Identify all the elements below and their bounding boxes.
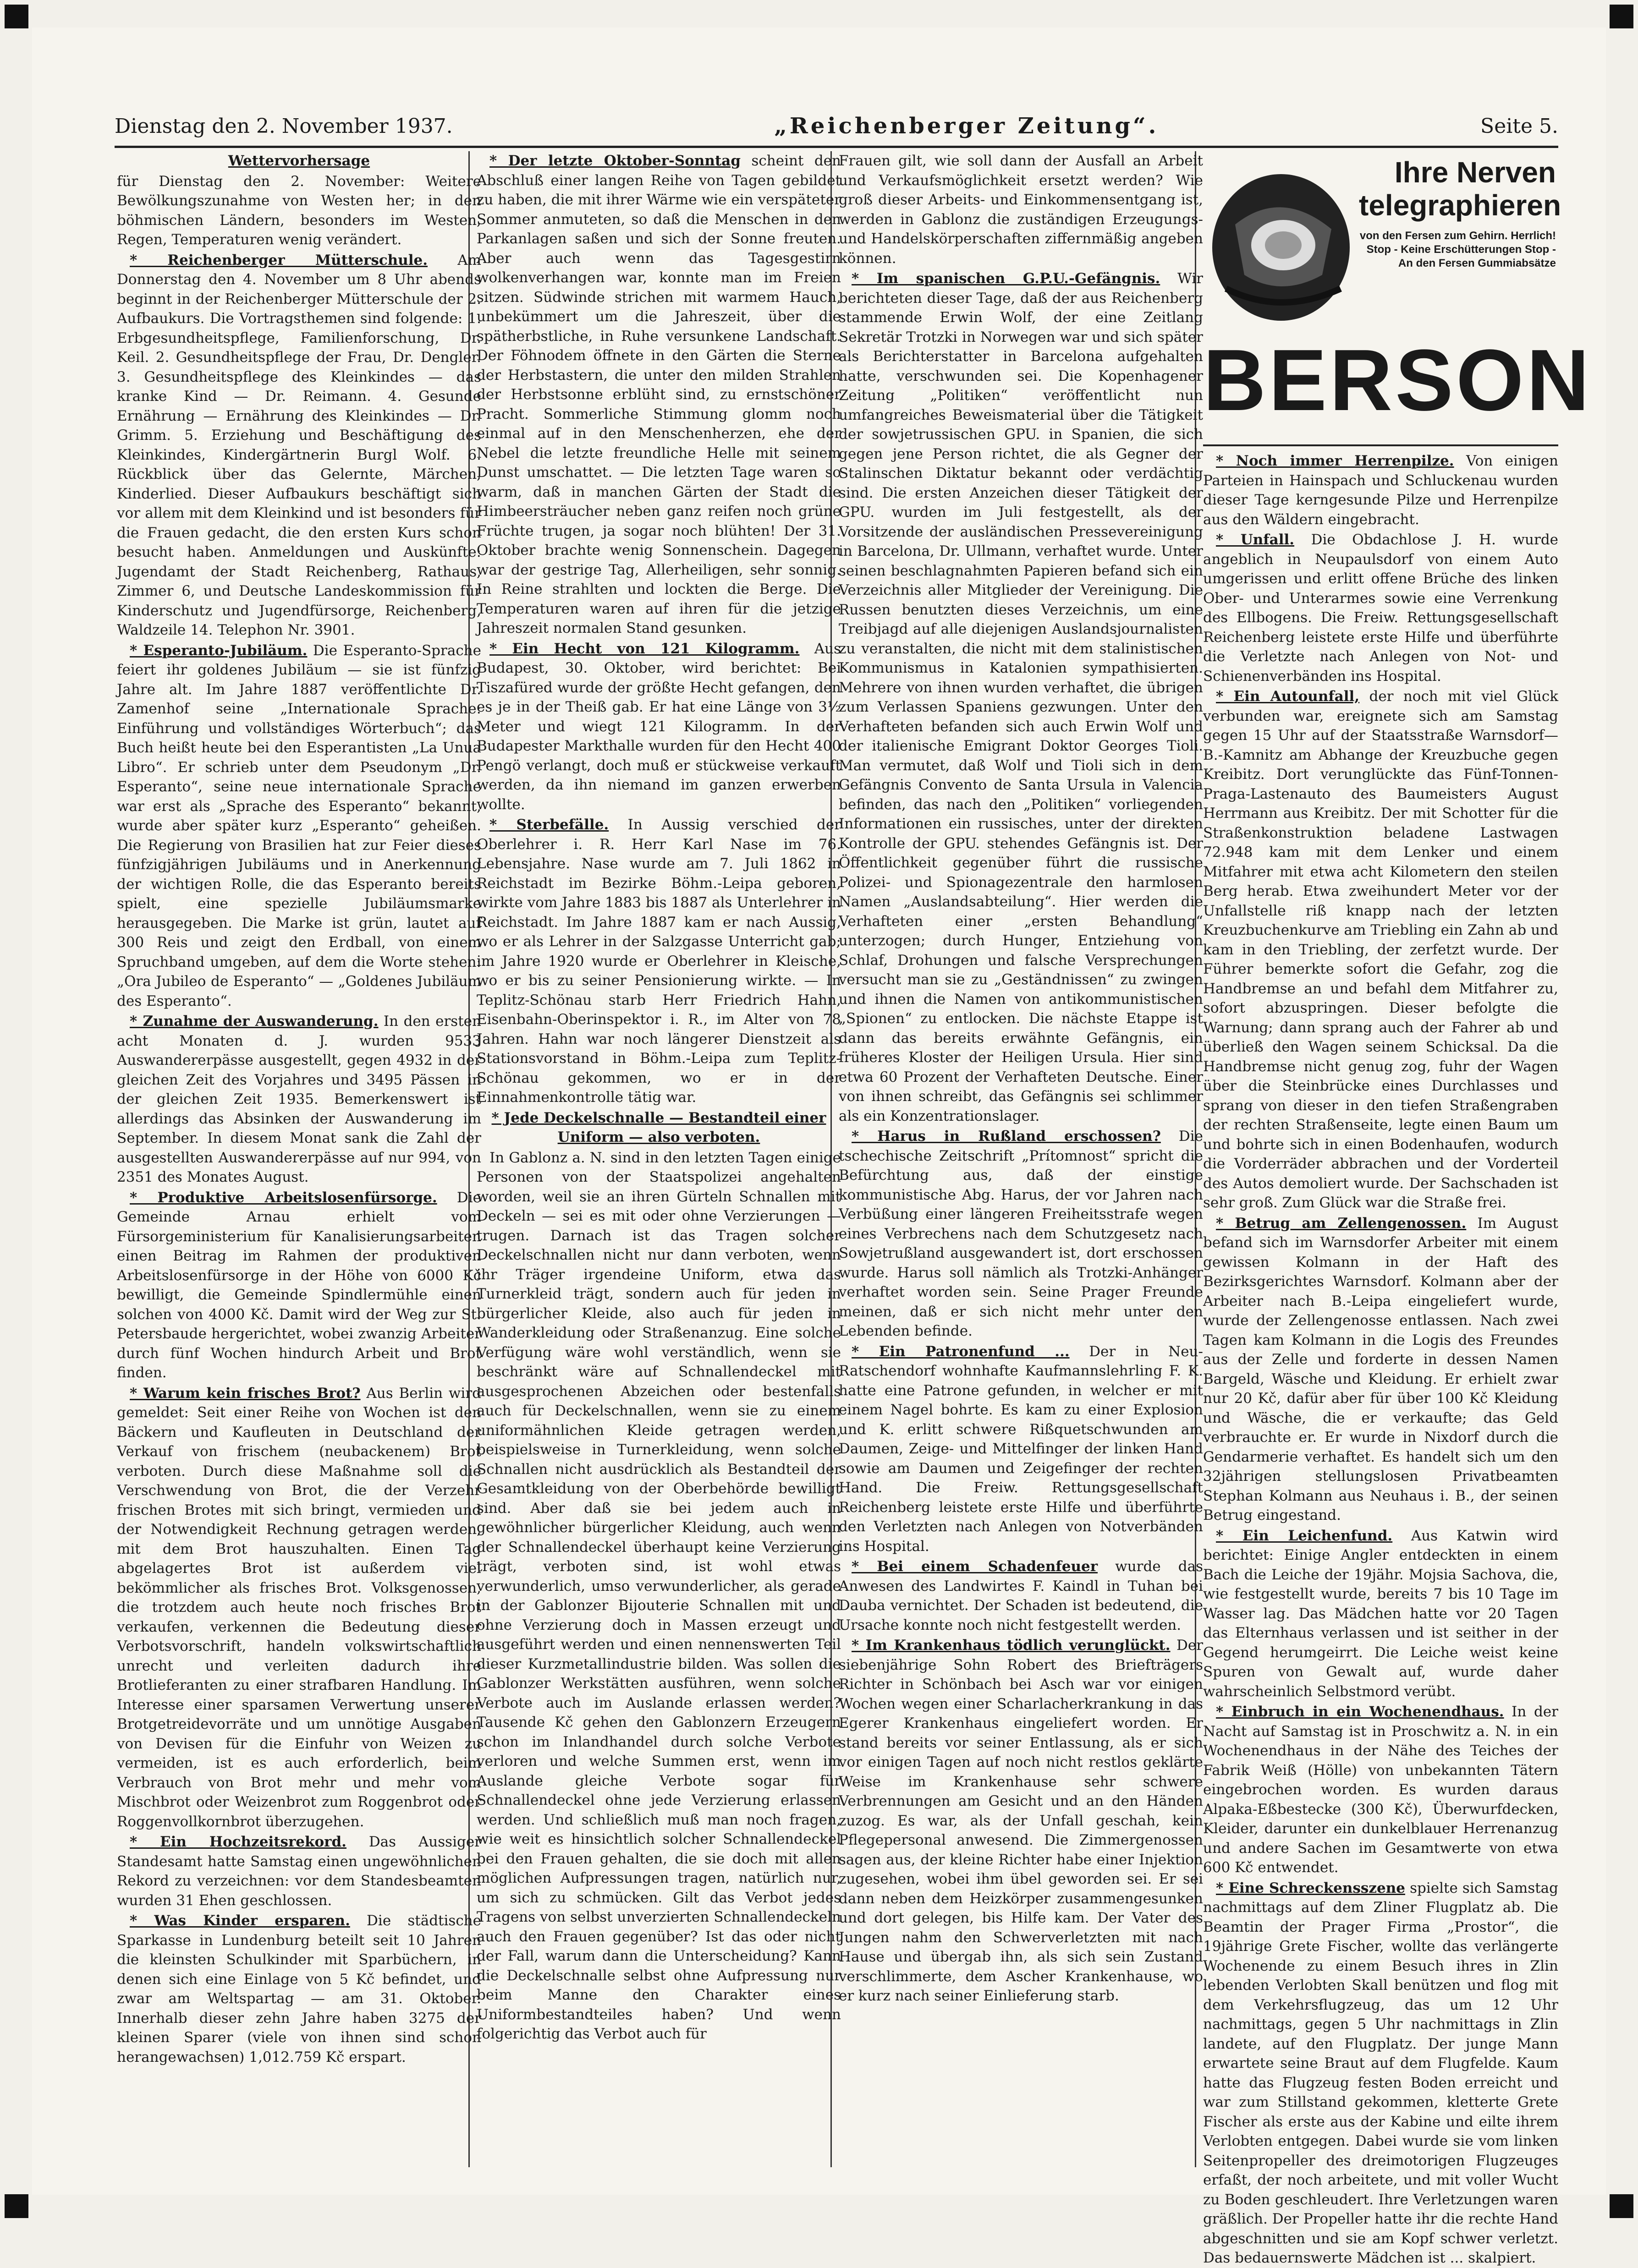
article-paragraph [1203,1214,1558,1525]
article-body: Die städtische Sparkasse in Lundenburg beteilt seit 10 Jahren die kleinsten Schulkinder mit Sparbüchern, in denen sich eine Einlage von 5 Kč befindet, und zwar am Weltspartag — am 31. Oktober. Innerhalb dieser zehn Jahre haben 3275 der kleinen Sparer (viele von ihnen sind schon herangewachsen) 1,012.759 Kč erspart. [117,1912,481,2065]
article-headline: * Sterbefälle. [489,816,609,833]
article-headline: * Einbruch in ein Wochenendhaus. [1216,1704,1504,1720]
article-paragraph [477,151,841,638]
article-paragraph [839,1557,1203,1635]
column-4 [1203,451,1559,2266]
article-body: In Gablonz a. N. sind in den letzten Tagen einige Personen von der Staatspolizei angehalten worden, weil sie an ihren Gürteln Schnallen mit Deckeln — sei es mit oder ohne Verzierungen — trugen. Darnach ist das Tragen solcher Deckelschnallen nicht nur dann verboten, wenn ihr Träger irgendeine Uniform, etwa das Turnerkleid trägt, sondern auch für jeden in bürgerlicher Kleide, also auch für jeden in Wanderkleidung oder Straßenanzug. Eine solche Verfügung wäre wohl verständlich, wenn sie beschränkt wäre auf Schnallendeckel mit ausgesprochenen Abzeichen oder bestenfalls auch für Deckelschnallen, wenn sie zu einem uniformähnlichen Kleide getragen werden, beispielsweise in Turnerkleidung, wenn solche Schnallen nicht ausdrücklich als Bestandteil der Gesamtkleidung von der Oberbehörde bewilligt sind. Aber daß sie bei jedem auch in gewöhnlicher bürgerlicher Kleidung, auch wenn der Schnallendeckel überhaupt keine Verzierung trägt, verboten sind, ist wohl etwas verwunderlich, umso verwunderlicher, als gerade in der Gablonzer Bijouterie Schnallen mit und ohne Verzierung doch in Massen erzeugt und ausgeführt werden und einen nennenswerten Teil dieser Kurzmetallindustrie bilden. Was sollen die Gablonzer Werkstätten ausführen, wenn solche Verbote auch im Auslande erlassen werden? Tausende Kč gehen den Gablonzern Erzeugern schon im Inlandhandel durch solche Verbote verloren und welche Summen erst, wenn im Auslande gleiche Verbote sogar für Schnallendeckel ohne jede Verzierung erlassen werden. Und schließlich muß man noch fragen, wie weit es hinsichtlich solcher Schnallendeckel bei den Frauen gehalten, die sie doch mit allen möglichen Aufpressungen tragen, natürlich nur, um sich zu schmücken. Gilt das Verbot jedes Tragens von selbst unverzierten Schnallendeckeln auch den Frauen gegenüber? Ist das oder nicht der Fall, warum dann die Unterscheidung? Kann die Deckelschnalle selbst ohne Aufpressung nur beim Manne den Charakter eines Uniformbestandteiles haben? Und wenn folgerichtig das Verbot auch für [477,1149,841,2042]
article-headline: * Im Krankenhaus tödlich verunglückt. [852,1637,1171,1654]
article-paragraph [477,815,841,1107]
ad-brand: BERSON [1203,332,1592,429]
article-body: Wir berichteten dieser Tage, daß der aus Reichenberg stammende Erwin Wolf, der eine Zeitlang Sekretär Trotzki in Norwegen war und sich später als Berichterstatter in Barcelona aufgehalten hatte, verschwunden sei. Die Kopenhagener Zeitung „Politiken“ veröffentlicht nun umfangreiches Beweismaterial über die Tätigkeit der sowjetrussischen GPU. in Spanien, die sich gegen jene Person richtet, die als Gegner der Stalinschen Diktatur bekannt oder verdächtig sind. Die ersten Anzeichen dieser Tätigkeit der GPU. wurden im Juli festgestellt, als der Vorsitzende der ausländischen Pressevereinigung in Barcelona, Dr. Ullmann, verhaftet wurde. Unter seinen beschlagnahmten Papieren befand sich ein Verzeichnis aller Mitglieder der Vereinigung. Die Russen benutzten dieses Verzeichnis, um eine Treibjagd auf alle diejenigen Auslandsjournalisten zu veranstalten, die nicht mit dem stalinistischen Kommunismus in Katalonien sympathisierten. Mehrere von ihnen wurden verhaftet, die übrigen zum Verlassen Spaniens gezwungen. Unter den Verhafteten befanden sich auch Erwin Wolf und der italienische Emigrant Doktor Georges Tioli. Man vermutet, daß Wolf und Tioli sich in dem Gefängnis Convento de Santa Ursula in Valencia befinden, das nach den „Politiken“ vorliegenden Informationen ein russisches, unter der direkten Kontrolle der GPU. stehendes Gefängnis ist. Der Öffentlichkeit gegenüber führt die russische Polizei- und Spionagezentrale den harmlosen Namen „Auslandsabteilung“. Hier werden die Verhafteten einer „ersten Behandlung“ unterzogen; durch Hunger, Entziehung von Schlaf, Drohungen und falsche Versprechungen versucht man sie zu „Geständnissen“ zu zwingen und ihnen die Namen von antikommunistischen „Spionen“ zu entlocken. Die nächste Etappe ist dann das bereits erwähnte Gefängnis, ein früheres Kloster der Heiligen Ursula. Hier sind etwa 60 Prozent der Verhafteten Deutsche. Einer von ihnen schreibt, das Gefängnis sei schlimmer als ein Konzentrationslager. [839,270,1203,1124]
article-heading: * Jede Deckelschnalle — Bestandteil einer Uniform — also verboten. [491,1109,826,1145]
article-body: Frauen gilt, wie soll dann der Ausfall an Arbeit und Verkaufsmöglichkeit ersetzt werden? Wie groß dieser Arbeits- und Einkommensentgang ist, werden in Gablonz die zuständigen Erzeugungs- und Handelskörperschaften ziffernmäßig angeben können. [839,153,1203,267]
article-paragraph [117,251,481,640]
column-2 [477,151,841,2167]
article-paragraph [839,1127,1203,1341]
registration-mark-bottom-right [1610,2194,1633,2218]
article-body: Am Donnerstag den 4. November um 8 Uhr abends beginnt in der Reichenberger Mütterschule der 2. Aufbaukurs. Die Vortragsthemen sind folgende: 1. Erbgesundheitspflege, Familienforschung, Dr. Keil. 2. Gesundheitspflege der Frau, Dr. Dengler. 3. Gesundheitspflege des Kleinkindes — das kranke Kind — Dr. Reimann. 4. Gesunde Ernährung — Ernährung des Kleinkindes — Dr. Grimm. 5. Erziehung und Beschäftigung des Kleinkindes, Kindergärtnerin Burgl Wolf. 6. Rückblick über das Gelernte, Märchen, Kinderlied. Dieser Aufbaukurs beschäftigt sich vor allem mit dem Kleinkind und ist besonders für die Frauen gedacht, die den ersten Kurs schon besucht haben. Anmeldungen und Auskünfte: Jugendamt der Stadt Reichenberg, Rathaus, Zimmer 6, und Deutsche Landeskommission für Kinderschutz und Jugendfürsorge, Reichenberg, Waldzeile 14. Telephon Nr. 3901. [117,252,481,638]
article-paragraph [839,151,1203,268]
article-paragraph [1203,1702,1558,1878]
article-body: wurde das Anwesen des Landwirtes F. Kaindl in Tuhan bei Dauba vernichtet. Der Schaden ist bedeutend, die Ursache konnte noch nicht festgestellt werden. [839,1558,1203,1633]
article-headline: * Der letzte Oktober-Sonntag [489,153,741,169]
article-body: Die Esperanto-Sprache feiert ihr goldenes Jubiläum — sie ist fünfzig Jahre alt. Im Jahre 1887 veröffentlichte Dr. Zamenhof seine „Internationale Sprache: Einführung und vollständiges Wörterbuch“; das Buch heißt heute bei den Esperantisten „La Unua Libro“. Er schrieb unter dem Pseudonym „Dr. Esperanto“, seine neue internationale Sprache war erst als „Sprache des Esperanto“ bekannt, wurde aber später kurz „Esperanto“ geheißen. Die Regierung von Brasilien hat zur Feier dieses fünfzigjährigen Jubiläums und in Anerkennung der wichtigen Rolle, die das Esperanto bereits spielt, eine spezielle Jubiläumsmarke herausgegeben. Die Marke ist grün, lautet auf 300 Reis und zeigt den Erdball, von einem Spruchband umgeben, auf dem die Worte stehen: „Ora Jubileo de Esperanto“ — „Goldenes Jubiläum des Esperanto“. [117,642,481,1009]
berson-advertisement [1203,151,1592,446]
article-body: In den ersten acht Monaten d. J. wurden 9533 Auswandererpässe ausgestellt, gegen 4932 in der gleichen Zeit des Vorjahres und 3495 Pässen in der gleichen Zeit 1935. Bemerkenswert ist allerdings das Absinken der Auswanderung im September. In diesem Monat sank die Zahl der ausgestellten Auswandererpässe auf nur 994, von 2351 des Monates August. [117,1013,481,1185]
article-paragraph [117,1188,481,1383]
article-paragraph [1203,1879,1558,2268]
article-body: der noch mit viel Glück verbunden war, ereignete sich am Samstag gegen 15 Uhr auf der Staatsstraße Warnsdorf—B.-Kamnitz am Abhange der Kreuzbuche gegen Kreibitz. Dort verunglückte das Fünf-Tonnen-Praga-Lastenauto des Baumeisters August Herrmann aus Kreibitz. Der mit Schotter für die Straßenkonstruktion beladene Lastwagen 72.948 kam mit dem Lenker und einem Mitfahrer mit etwa acht Kilometern den steilen Berg herab. Etwa zweihundert Meter vor der Unfallstelle riß knapp nach der letzten Kreuzbuchenkurve am Triebling ein Zahn ab und kam in den Triebling, der zerfetzt wurde. Der Führer bemerkte sofort die Gefahr, zog die Handbremse an und befahl dem Mitfahrer zu, sofort abzuspringen. Dieser befolgte die Warnung; dann sprang auch der Fahrer ab und überließ den Wagen seinem Schicksal. Da die Handbremse nicht genug zog, fuhr der Wagen über die Steinbrücke eines Durchlasses und sprang von dieser in den tiefen Straßengraben der rechten Straßenseite, legte einen Baum um und bohrte sich in einen Bodenhaufen, wodurch die Vorderräder abbrachen und der Vorderteil des Autos demoliert wurde. Der Sachschaden ist sehr groß. Zum Glück war die Straße frei. [1203,688,1559,1211]
article-headline: * Harus in Rußland erschossen? [852,1128,1161,1145]
article-paragraph [839,1636,1203,2006]
article-paragraph [117,1832,481,1910]
ad-headline: Ihre Nerven telegraphieren [1359,156,1561,222]
article-paragraph [117,641,481,1011]
article-headline: * Warum kein frisches Brot? [130,1385,361,1402]
article-headline: * Zunahme der Auswanderung. [130,1013,379,1030]
article-body: Die Gemeinde Arnau erhielt vom Fürsorgeministerium für Kanalisierungsarbeiten einen Beitrag im Rahmen der produktiven Arbeitslosenfürsorge in der Höhe von 6000 Kč bewilligt, die Gemeinde Spindlermühle einen solchen von 4000 Kč. Damit wird der Weg zur St. Petersbaude hergerichtet, wobei zwanzig Arbeiter durch fünf Wochen hindurch Arbeit und Brot finden. [117,1189,481,1381]
article-paragraph [117,1012,481,1187]
article-paragraph [117,1384,481,1832]
article-headline: * Noch immer Herrenpilze. [1216,453,1454,469]
page-header [115,112,1558,140]
newspaper-title: „Reichenberger Zeitung“. [774,113,1159,139]
article-body: scheint den Abschluß einer langen Reihe von Tagen gebildet zu haben, die mit ihrer Wärme wie ein verspäteter Sommer anmuteten, so daß die Menschen in den Parkanlagen saßen und sich der Sonne freuten. Aber auch wenn das Tagesgestirn wolkenverhangen war, konnte man im Freien sitzen. Südwinde strichen mit warmem Hauch, unbekümmert um die Jahreszeit, über die spätherbstliche, in Ruhe versunkene Landschaft. Der Föhnodem öffnete in den Gärten die Sterne der Herbstastern, die unter den milden Strahlen der Herbstsonne erblüht sind, zu ernstschöner Pracht. Sommerliche Stimmung glomm noch einmal auf in den Menschenherzen, ehe der Nebel die letzte freundliche Helle mit seinem Dunst umschattet. — Die letzten Tage waren so warm, daß in manchen Gärten der Stadt die Himbeersträucher neben ganz reifen noch grüne Früchte trugen, ja sogar noch blühten! Der 31. Oktober brachte wenig Sonnenschein. Dagegen war der gestrige Tag, Allerheiligen, sehr sonnig. In Reine strahlten und lockten die Berge. Die Temperaturen waren auf ihren für die jetzige Jahreszeit normalen Stand gesunken. [477,153,841,636]
article-headline: * Eine Schreckensszene [1216,1879,1405,1896]
article-headline: * Ein Hecht von 121 Kilogramm. [489,640,800,657]
header-date: Dienstag den 2. November 1937. [115,114,453,138]
article-body: Der siebenjährige Sohn Robert des Briefträgers Richter in Schönbach bei Asch war vor einigen Wochen wegen einer Scharlacherkrankung in das Egerer Krankenhaus eingeliefert worden. Er stand bereits vor seiner Entlassung, als er sich vor einigen Tagen auf noch nicht restlos geklärte Weise im Krankenhause sehr schwere Verbrennungen am Gesicht und an den Händen zuzog. Es war, als der Unfall geschah, kein Pflegepersonal anwesend. Die Zimmergenossen sagen aus, der kleine Richter habe einer Injektion zugesehen, wobei ihm übel geworden sei. Er sei dann neben dem Heizkörper zusammengesunken und dort gelegen, bis Hilfe kam. Der Vater des Jungen nahm den Schwerverletzten mit nach Hause und übergab ihn, als sich sein Zustand verschlimmerte, dem Ascher Krankenhause, wo er kurz nach seiner Einlieferung starb. [839,1637,1204,2004]
article-body: Der in Neu-Ratschendorf wohnhafte Kaufmannslehrling F. K. hatte eine Patrone gefunden, in welcher er mit einem Nagel bohrte. Es kam zu einer Explosion und K. erlitt schwere Rißquetschwunden am Daumen, Zeige- und Mittelfinger der linken Hand sowie am Daumen und Zeigefinger der rechten Hand. Die Freiw. Rettungsgesellschaft Reichenberg leistete erste Hilfe und überführte den Verletzten nach Anlegen von Notverbänden ins Hospital. [839,1343,1203,1555]
registration-mark-bottom-left [5,2194,28,2218]
article-headline: * Betrug am Zellengenossen. [1216,1215,1467,1232]
article-paragraph [117,172,481,250]
header-rule [115,146,1558,148]
article-paragraph [1203,687,1558,1213]
article-paragraph [1203,451,1558,529]
article-body: Im August befand sich im Warnsdorfer Arbeiter mit einem gewissen Kolmann in der Haft des Bezirksgerichtes Warnsdorf. Kolmann aber der Arbeiter nach B.-Leipa eingeliefert wurde, wurde der Zellengenosse entlassen. Nach zwei Tagen kam Kolmann in die Logis des Freundes aus der Zelle und forderte in dessen Namen Bargeld, Wäsche und Kleidung. Er erhielt zwar nur 20 Kč, dafür aber für über 100 Kč Kleidung und Wäsche, die er verkaufte; das Geld verbrauchte er. Er wurde in Nixdorf durch die Gendarmerie verhaftet. Es handelt sich um den 32jährigen stellungslosen Privatbeamten Stephan Kolmann aus Neuhaus i. B., der seinen Betrug eingestand. [1203,1215,1558,1523]
article-paragraph [839,1342,1203,1556]
article-body: Aus Budapest, 30. Oktober, wird berichtet: Bei Tiszafüred wurde der größte Hecht gefangen, den es je in der Theiß gab. Er hat eine Länge von 3½ Meter und wiegt 121 Kilogramm. In der Budapester Markthalle wurden für den Hecht 400 Pengö verlangt, doch muß er stückweise verkauft werden, da ihn niemand im ganzen erwerben wollte. [477,640,841,813]
article-body: Das Aussiger Standesamt hatte Samstag einen ungewöhnlichen Rekord zu verzeichnen: vor dem Standesbeamten wurden 31 Ehen geschlossen. [117,1834,481,1909]
article-body: spielte sich Samstag nachmittags auf dem Zliner Flugplatz ab. Die Beamtin der Prager Firma „Prostor“, die 19jährige Grete Fischer, wollte das verlängerte Wochenende zu einem Besuch ihres in Zlin lebenden Verlobten Skall benützen und flog mit dem Verkehrsflugzeug, das um 12 Uhr nachmittags, gegen 5 Uhr nachmittags in Zlin landete, auf den Flugplatz. Der junge Mann erwartete seine Braut auf dem Flugfelde. Kaum hatte das Flugzeug festen Boden erreicht und war zum Stillstand gekommen, kletterte Grete Fischer als erste aus der Kabine und eilte ihrem Verlobten entgegen. Dabei wurde sie vom linken Seitenpropeller des dreimotorigen Flugzeuges erfaßt, der noch arbeitete, und mit voller Wucht zu Boden geschleudert. Ihre Verletzungen waren gräßlich. Der Propeller hatte ihr die rechte Hand abgeschnitten und sie am Kopf schwer verletzt. Das bedauernswerte Mädchen ist ... skalpiert. [1203,1879,1559,2266]
article-headline: * Reichenberger Mütterschule. [130,252,428,268]
article-headline: * Bei einem Schadenfeuer [852,1558,1098,1575]
article-paragraph [1203,530,1558,686]
article-body: für Dienstag den 2. November: Weitere Bewölkungszunahme von Westen her; in den böhmischen Ländern, besonders im Westen, Regen, Temperaturen wenig verändert. [117,173,481,248]
article-body: In der Nacht auf Samstag ist in Proschwitz a. N. in ein Wochenendhaus in der Nähe des Teiches der Fabrik Weiß (Hölle) von unbekannten Tätern eingebrochen worden. Es wurden daraus Alpaka-Eßbestecke (300 Kč), Überwurfdecken, Kleider, darunter ein dunkelblauer Herrenanzug und andere Sachen im Gesamtwerte von etwa 600 Kč entwendet. [1203,1704,1559,1876]
article-headline: * Ein Leichenfund. [1216,1527,1393,1544]
article-headline: * Im spanischen G.P.U.-Gefängnis. [852,270,1160,287]
article-body: Von einigen Parteien in Hainspach und Schluckenau wurden dieser Tage kerngesunde Pilze und Herrenpilze aus den Wäldern eingebracht. [1203,453,1558,528]
article-headline: * Unfall. [1216,531,1295,548]
article-paragraph [117,1911,481,2067]
article-headline: * Was Kinder ersparen. [130,1912,350,1929]
article-headline: * Ein Patronenfund ... [852,1343,1070,1360]
article-body: In Aussig verschied der Oberlehrer i. R. Herr Karl Nase im 76. Lebensjahre. Nase wurde am 7. Juli 1862 in Reichstadt im Bezirke Böhm.-Leipa geboren, wirkte vom Jahre 1883 bis 1887 als Unterlehrer in Reichstadt. Im Jahre 1887 kam er nach Aussig, wo er als Lehrer in der Salzgasse Unterricht gab; im Jahre 1920 wurde er Oberlehrer in Kleische, wo er bis zu seiner Pensionierung wirkte. — In Teplitz-Schönau starb Herr Friedrich Hahn, Eisenbahn-Oberinspektor i. R., im Alter von 78 Jahren. Hahn war noch längerer Dienstzeit als Stationsvorstand in Böhm.-Leipa zum Teplitz-Schönau gekommen, wo er in der Einnahmenkontrolle tätig war. [477,816,841,1106]
article-headline: * Ein Autounfall, [1216,688,1360,705]
article-paragraph [839,269,1203,1126]
article-body: Die Obdachlose J. H. wurde angeblich in Neupaulsdorf von einem Auto umgerissen und erlitt offene Brüche des linken Ober- und Unterarmes sowie eine Verrenkung des Ellbogens. Die Freiw. Rettungsgesellschaft Reichenberg leistete erste Hilfe und überführte die Verletzte nach Anlegen von Not- und Schienenverbänden ins Hospital. [1203,531,1559,685]
article-paragraph [477,639,841,815]
article-body: Die tschechische Zeitschrift „Prítomnost“ spricht die Befürchtung aus, daß der einstige kommunistische Abg. Harus, der vor Jahren nach Verbüßung einer längeren Freiheitsstrafe wegen eines Verbrechens nach dem Schutzgesetz nach Sowjetrußland ausgewandert ist, dort erschossen wurde. Harus soll nämlich als Trotzki-Anhänger verhaftet worden sein. Seine Prager Freunde meinen, daß er sich nicht mehr unter den Lebenden befinde. [839,1128,1203,1339]
ad-subtext: von den Fersen zum Gehirn. Herrlich! Stop - Keine Erschütterungen Stop - An den Fersen Gummiabsätze [1359,230,1556,269]
shoe-heel-illustration [1208,160,1354,325]
column-1 [117,151,481,2167]
article-body: Aus Katwin wird berichtet: Einige Angler entdeckten in einem Bach die Leiche der 19jähr. Mojsia Sachova, die, wie festgestellt wurde, bereits 7 bis 10 Tage im Wasser lag. Das Mädchen hatte vor 20 Tagen das Elternhaus verlassen und ist seither in der Gegend herumgeirrt. Die Leiche weist keine Spuren von Gewalt auf, wurde daher wahrscheinlich Selbstmord verübt. [1203,1527,1559,1700]
registration-mark-top-right [1610,5,1633,28]
article-heading: Wettervorhersage [228,153,370,169]
article-headline: * Esperanto-Jubiläum. [130,642,308,659]
article-paragraph [477,1148,841,2044]
column-3 [839,151,1203,2167]
page-number: Seite 5. [1480,114,1558,138]
article-paragraph [1203,1526,1558,1702]
article-headline: * Ein Hochzeitsrekord. [130,1834,346,1850]
article-body: Aus Berlin wird gemeldet: Seit einer Reihe von Wochen ist den Bäckern und Kaufleuten in Deutschland der Verkauf von frischem (neubackenem) Brot verboten. Durch diese Maßnahme soll die Verschwendung von Brot, die der Verzehr frischen Brotes mit sich bringt, vermieden und der Notwendigkeit Rechnung getragen werden, mit dem Brot hauszuhalten. Einen Tag abgelagertes Brot ist außerdem viel bekömmlicher als frisches Brot. Volksgenossen, die trotzdem auch heute noch frisches Brot verkaufen, verkennen die Bedeutung dieser Verbotsvorschrift, handeln volkswirtschaftlich unrecht und verleiten dadurch ihre Brotlieferanten zu einer strafbaren Handlung. Im Interesse einer sparsamen Verwertung unserer Brotgetreidevorräte und um unnötige Ausgaben von Devisen für die Einfuhr von Weizen zu vermeiden, ist es auch erforderlich, beim Verbrauch von Brot mehr und mehr vom Mischbrot oder Weizenbrot zum Roggenbrot oder Roggenvollkornbrot überzugehen. [117,1385,481,1830]
registration-mark-top-left [5,5,28,28]
article-headline: * Produktive Arbeitslosenfürsorge. [130,1189,437,1206]
